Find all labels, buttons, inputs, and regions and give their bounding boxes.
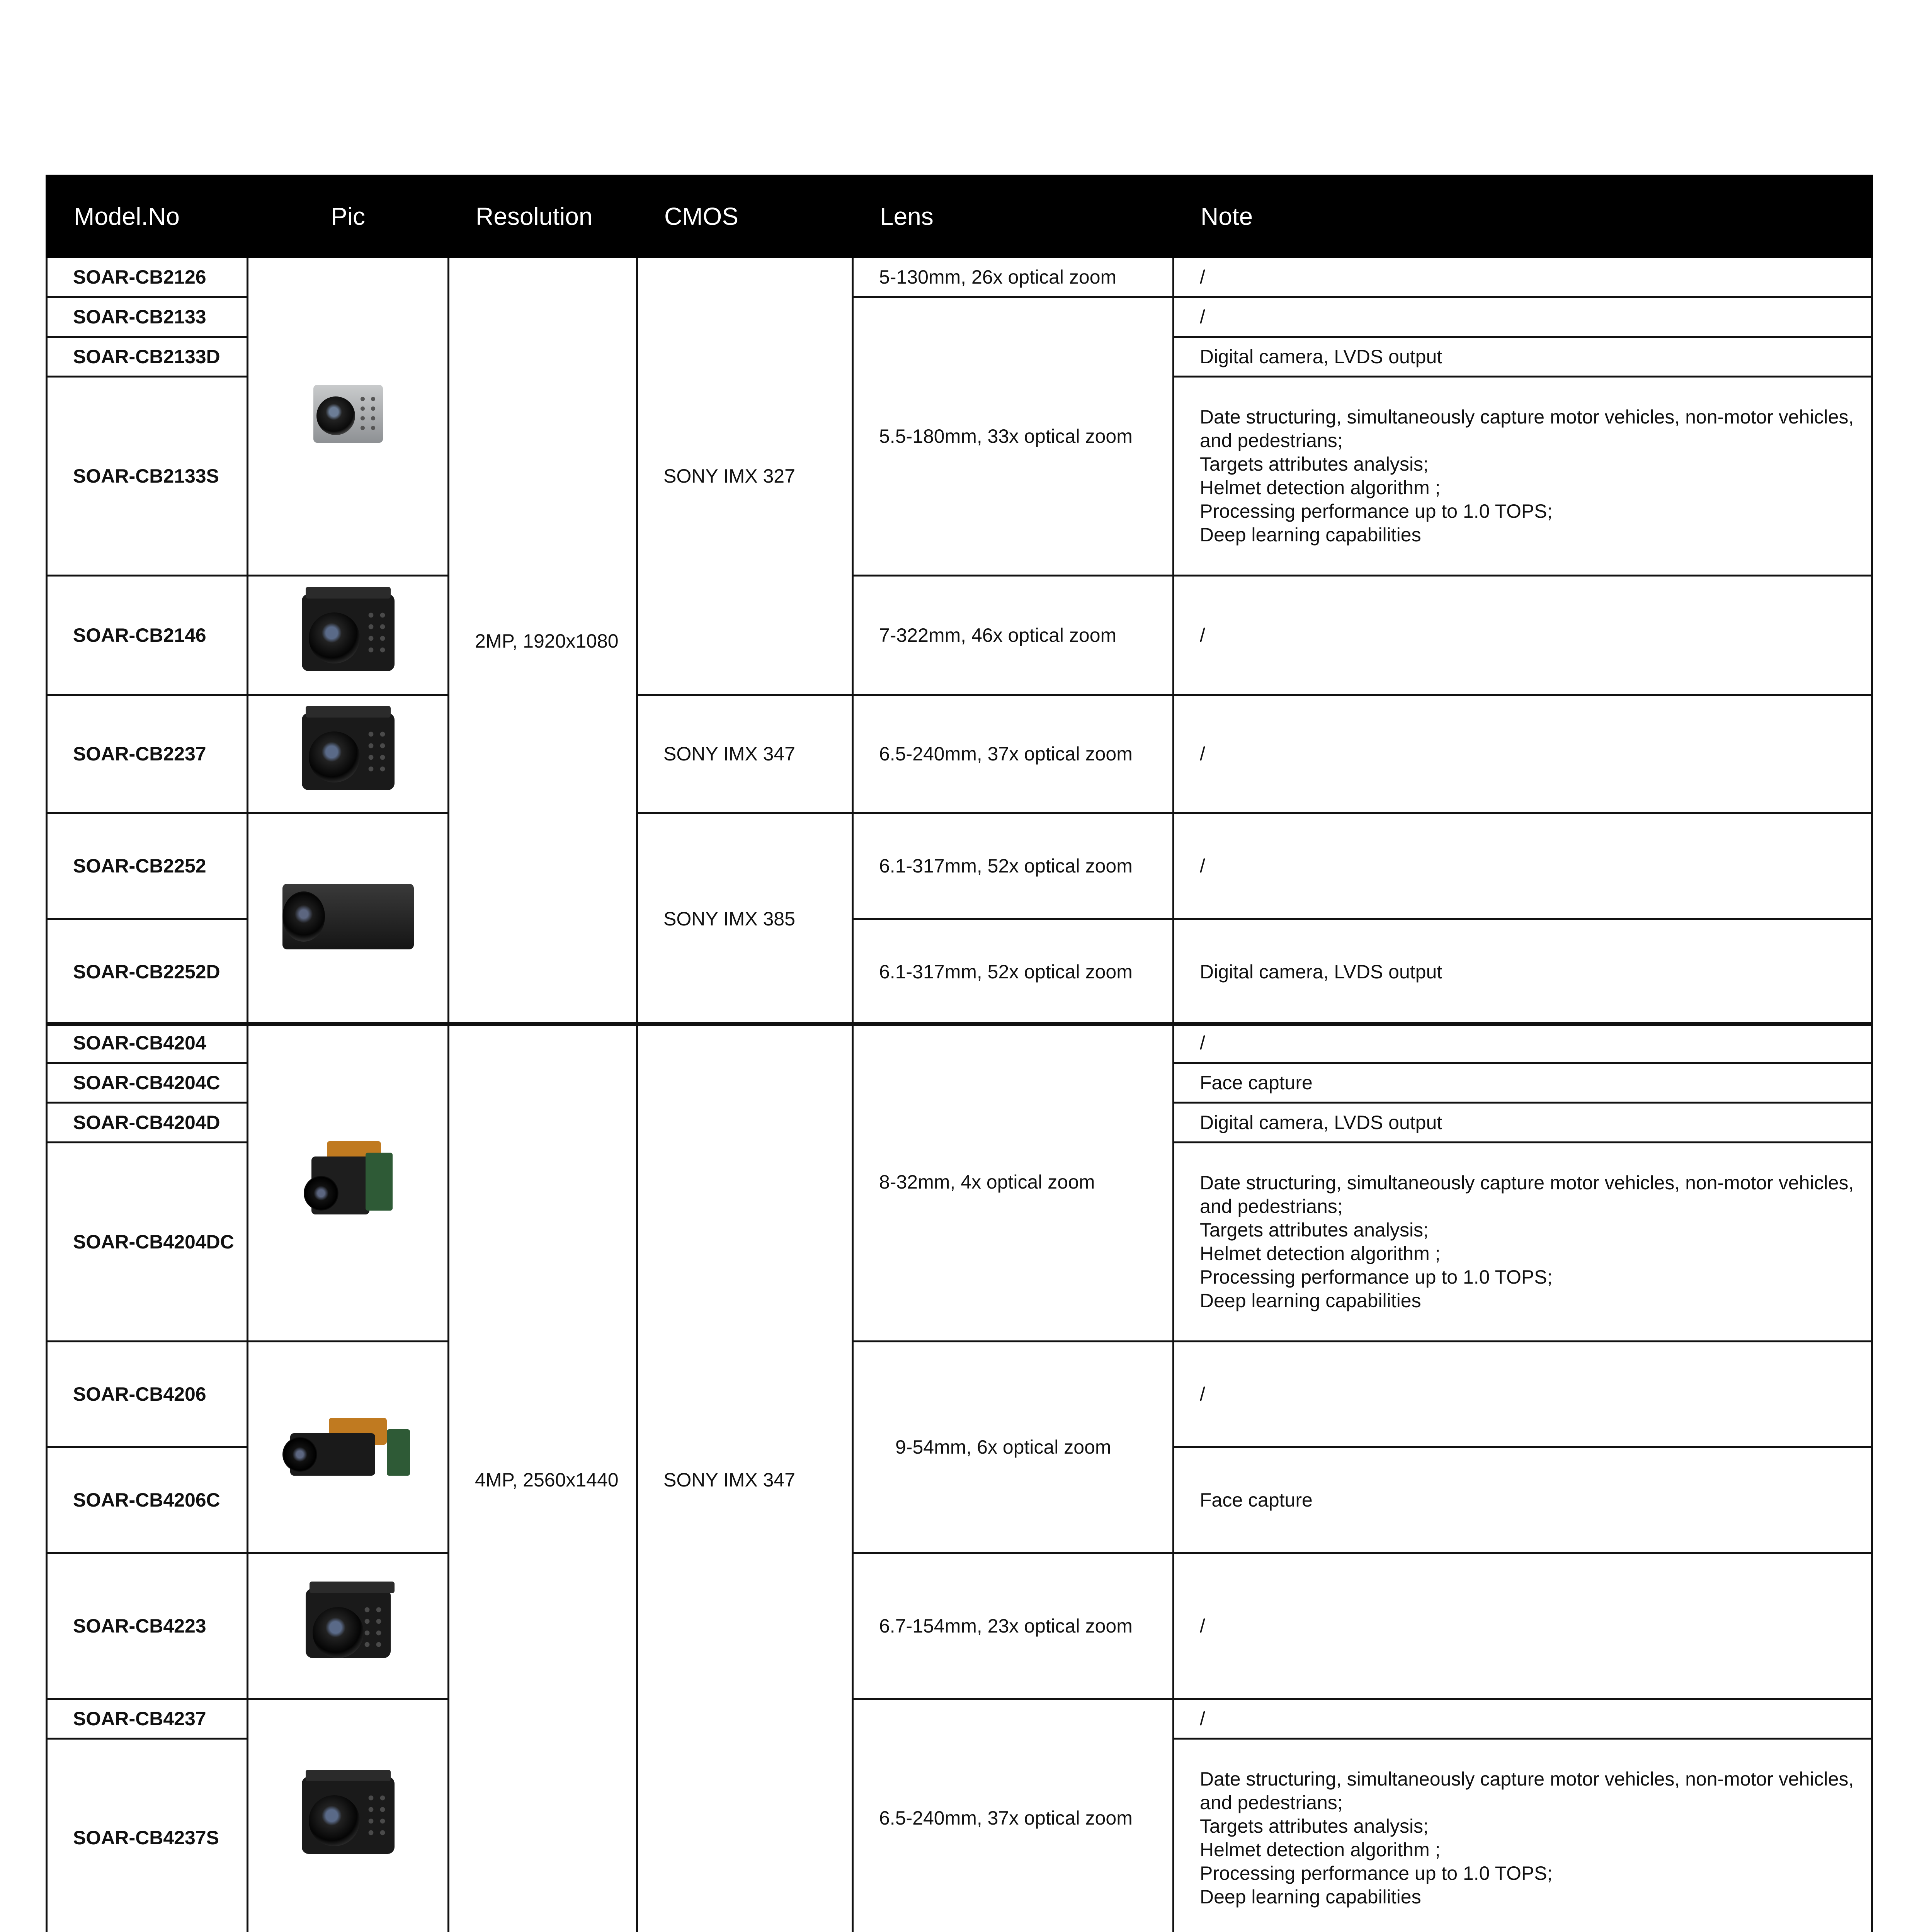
header-pic: Pic [248, 176, 449, 257]
note-cell: Digital camera, LVDS output [1174, 337, 1872, 377]
note-cell: / [1174, 257, 1872, 297]
pic-cell [248, 1699, 449, 1932]
note-cell: / [1174, 1023, 1872, 1063]
model-cell: SOAR-CB4204D [47, 1103, 248, 1143]
lens-cell: 9-54mm, 6x optical zoom [853, 1342, 1174, 1553]
black-block-camera-icon [302, 713, 395, 790]
header-resolution: Resolution [449, 176, 637, 257]
note-cell: / [1174, 813, 1872, 919]
model-cell: SOAR-CB2146 [47, 576, 248, 695]
grey-block-camera-icon [313, 385, 383, 443]
lens-cell: 6.5-240mm, 37x optical zoom [853, 1699, 1174, 1932]
note-cell [1174, 377, 1872, 576]
black-block-camera-icon [302, 594, 395, 671]
note-line: Deep learning capabilities [1200, 1886, 1421, 1908]
header-note: Note [1174, 176, 1872, 257]
note-line: Targets attributes analysis; [1200, 1219, 1429, 1241]
header-row [47, 176, 1872, 257]
header-lens: Lens [853, 176, 1174, 257]
header-model-no: Model.No [47, 176, 248, 257]
model-cell: SOAR-CB4237 [47, 1699, 248, 1739]
model-cell: SOAR-CB2252D [47, 919, 248, 1025]
resolution-cell: 4MP, 2560x1440 [449, 1023, 637, 1932]
lens-cell: 6.5-240mm, 37x optical zoom [853, 695, 1174, 813]
resolution-cell: 2MP, 1920x1080 [449, 257, 637, 1025]
cmos-cell: SONY IMX 347 [637, 695, 853, 813]
note-line: Targets attributes analysis; [1200, 1815, 1429, 1837]
model-cell: SOAR-CB4204C [47, 1063, 248, 1103]
table-row [47, 1553, 1872, 1699]
spec-table-4mp [46, 1022, 1873, 1932]
lens-cell: 8-32mm, 4x optical zoom [853, 1023, 1174, 1342]
note-line: Deep learning capabilities [1200, 524, 1421, 546]
pic-cell [248, 1553, 449, 1699]
pic-cell [248, 576, 449, 695]
model-cell: SOAR-CB4204 [47, 1023, 248, 1063]
model-cell: SOAR-CB2237 [47, 695, 248, 813]
note-line: Deep learning capabilities [1200, 1290, 1421, 1311]
table-row [47, 1342, 1872, 1447]
pic-cell [248, 257, 449, 576]
note-line: Date structuring, simultaneously capture motor vehicles, non-motor vehicles, and pedestrians; [1200, 1172, 1854, 1217]
note-cell: / [1174, 297, 1872, 337]
model-cell: SOAR-CB4204DC [47, 1143, 248, 1342]
pic-cell [248, 1342, 449, 1553]
model-cell: SOAR-CB4206C [47, 1447, 248, 1553]
table-row [47, 576, 1872, 695]
note-line: Helmet detection algorithm ; [1200, 1243, 1441, 1264]
pic-cell [248, 813, 449, 1025]
note-cell: Face capture [1174, 1447, 1872, 1553]
model-cell: SOAR-CB2133 [47, 297, 248, 337]
header-cmos: CMOS [637, 176, 853, 257]
note-cell: / [1174, 1342, 1872, 1447]
model-cell: SOAR-CB4237S [47, 1739, 248, 1932]
table-row [47, 695, 1872, 813]
lens-cell: 6.1-317mm, 52x optical zoom [853, 919, 1174, 1025]
model-cell: SOAR-CB4206 [47, 1342, 248, 1447]
note-line: Processing performance up to 1.0 TOPS; [1200, 1266, 1553, 1288]
note-cell: / [1174, 1699, 1872, 1739]
note-line: Processing performance up to 1.0 TOPS; [1200, 1862, 1553, 1884]
note-cell: Face capture [1174, 1063, 1872, 1103]
pic-cell [248, 695, 449, 813]
cmos-cell: SONY IMX 385 [637, 813, 853, 1025]
note-cell: / [1174, 695, 1872, 813]
lens-cell: 6.1-317mm, 52x optical zoom [853, 813, 1174, 919]
lens-cell: 6.7-154mm, 23x optical zoom [853, 1553, 1174, 1699]
cmos-cell: SONY IMX 347 [637, 1023, 853, 1932]
table-row [47, 1699, 1872, 1739]
note-line: Helmet detection algorithm ; [1200, 477, 1441, 498]
black-block-camera-icon [302, 1777, 395, 1854]
model-cell: SOAR-CB4223 [47, 1553, 248, 1699]
long-board-camera-icon [282, 1410, 414, 1480]
model-cell: SOAR-CB2133S [47, 377, 248, 576]
note-cell: / [1174, 1553, 1872, 1699]
model-cell: SOAR-CB2126 [47, 257, 248, 297]
spec-table [46, 175, 1873, 1026]
board-camera-icon [300, 1141, 396, 1218]
cmos-cell: SONY IMX 327 [637, 257, 853, 695]
note-cell [1174, 1739, 1872, 1932]
lens-cell: 7-322mm, 46x optical zoom [853, 576, 1174, 695]
note-cell: / [1174, 576, 1872, 695]
note-cell: Digital camera, LVDS output [1174, 1103, 1872, 1143]
black-block-camera-icon [306, 1588, 391, 1658]
note-line: Processing performance up to 1.0 TOPS; [1200, 500, 1553, 522]
note-line: Helmet detection algorithm ; [1200, 1838, 1441, 1861]
table-row [47, 257, 1872, 297]
note-cell [1174, 1143, 1872, 1342]
model-cell: SOAR-CB2133D [47, 337, 248, 377]
lens-cell: 5-130mm, 26x optical zoom [853, 257, 1174, 297]
lens-cell: 5.5-180mm, 33x optical zoom [853, 297, 1174, 576]
model-cell: SOAR-CB2252 [47, 813, 248, 919]
pic-cell [248, 1023, 449, 1342]
note-line: Targets attributes analysis; [1200, 453, 1429, 475]
table-row [47, 813, 1872, 919]
long-box-camera-icon [282, 884, 414, 949]
table-row [47, 1023, 1872, 1063]
note-line: Date structuring, simultaneously capture motor vehicles, non-motor vehicles, and pedestrians; [1200, 1768, 1854, 1813]
note-cell: Digital camera, LVDS output [1174, 919, 1872, 1025]
note-line: Date structuring, simultaneously capture motor vehicles, non-motor vehicles, and pedestrians; [1200, 406, 1854, 451]
